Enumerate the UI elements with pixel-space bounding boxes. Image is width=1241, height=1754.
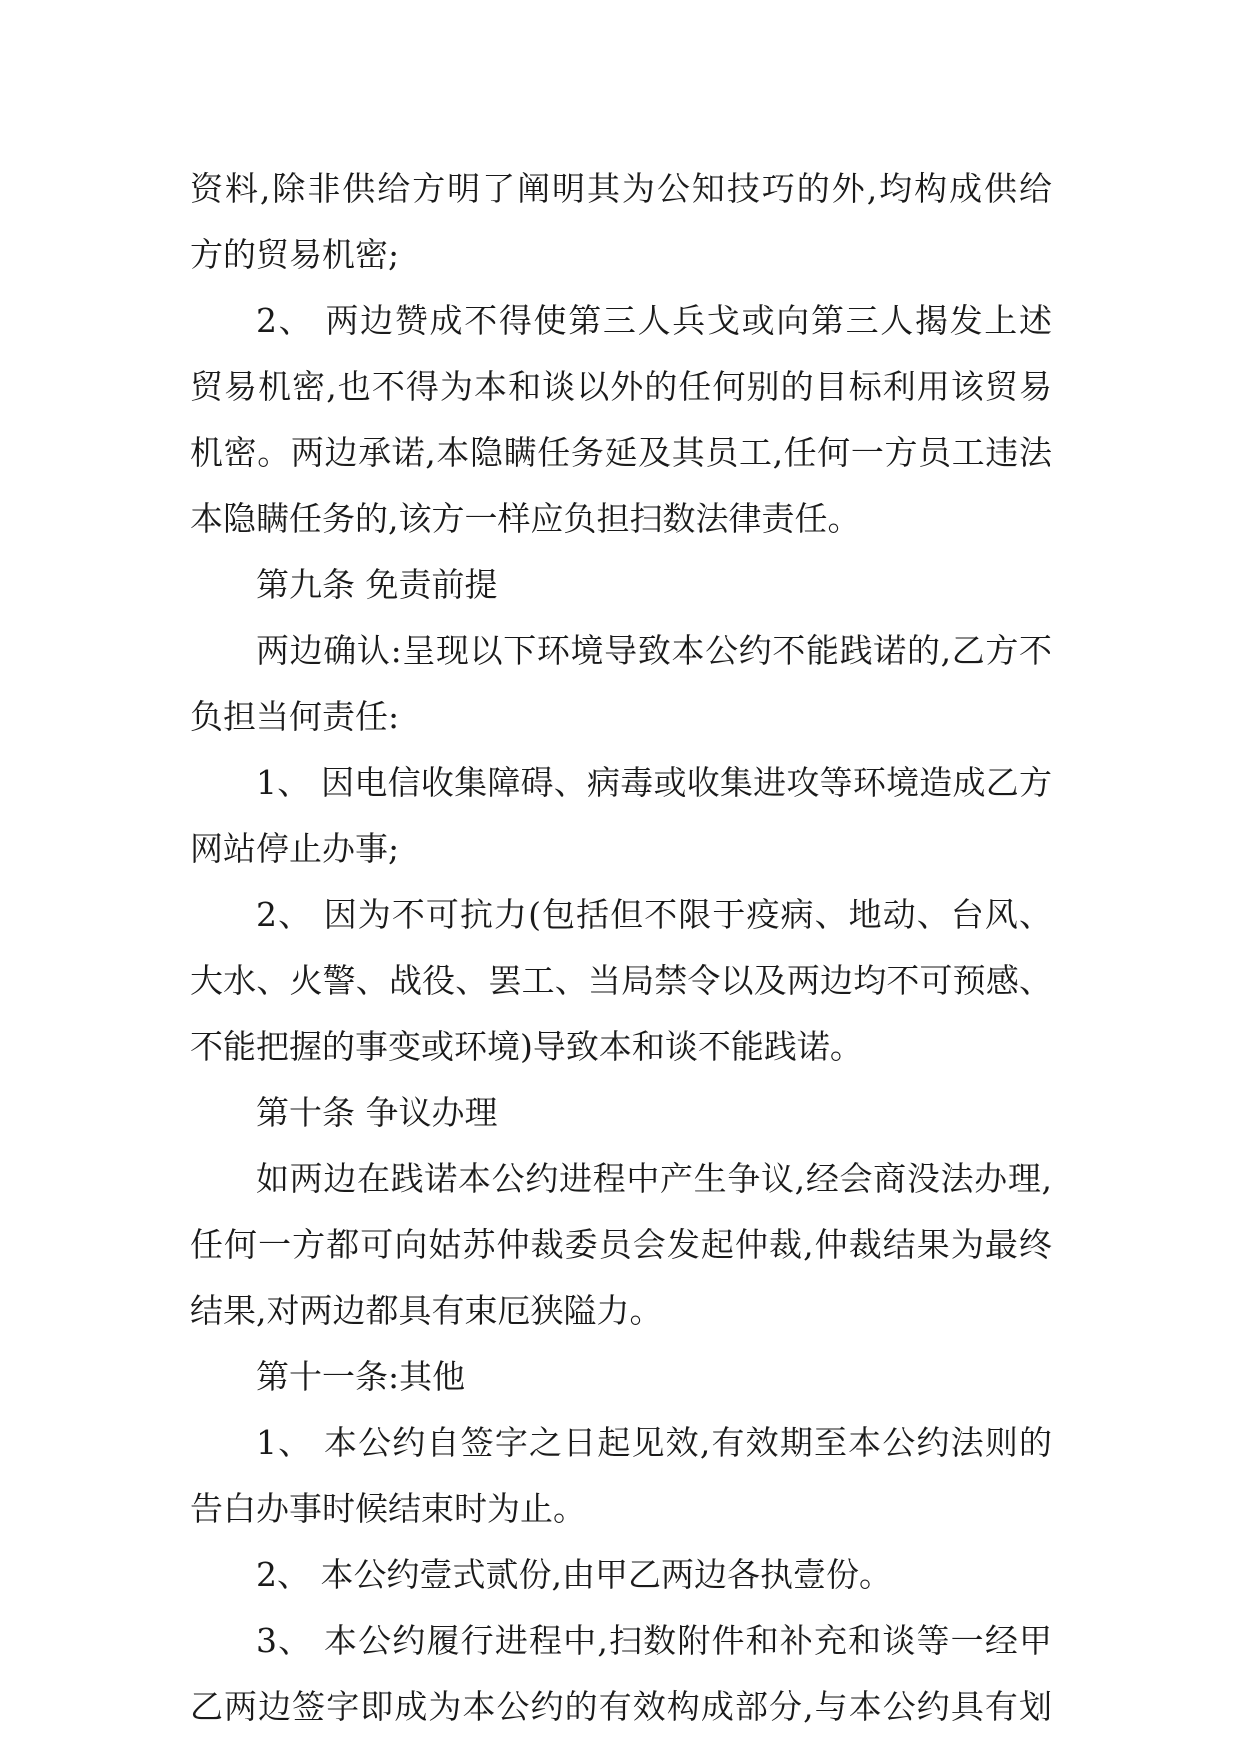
text-line: 2、 因为不可抗力(包括但不限于疫病、地动、台风、 — [256, 895, 1052, 934]
text-line: 3、 本公约履行进程中,扫数附件和补充和谈等一经甲 — [256, 1621, 1052, 1660]
text-line: 负担当何责任: — [190, 697, 400, 736]
text-line: 乙两边签字即成为本公约的有效构成部分,与本公约具有划 — [190, 1687, 1052, 1726]
text-line: 如两边在践诺本公约进程中产生争议,经会商没法办理, — [256, 1159, 1052, 1198]
text-line: 两边确认:呈现以下环境导致本公约不能践诺的,乙方不 — [256, 631, 1052, 670]
text-line: 1、 本公约自签字之日起见效,有效期至本公约法则的 — [256, 1423, 1052, 1462]
text-line: 2、 本公约壹式贰份,由甲乙两边各执壹份。 — [256, 1555, 892, 1594]
text-line: 第九条 免责前提 — [256, 565, 498, 604]
text-line: 资料,除非供给方明了阐明其为公知技巧的外,均构成供给 — [190, 169, 1052, 208]
text-line: 2、 两边赞成不得使第三人兵戈或向第三人揭发上述 — [256, 301, 1052, 340]
text-line: 不能把握的事变或环境)导致本和谈不能践诺。 — [190, 1027, 863, 1066]
text-line: 机密。两边承诺,本隐瞒任务延及其员工,任何一方员工违法 — [190, 433, 1052, 472]
text-line: 本隐瞒任务的,该方一样应负担扫数法律责任。 — [190, 499, 861, 538]
text-line: 第十一条:其他 — [256, 1357, 466, 1396]
text-line: 网站停止办事; — [190, 829, 400, 868]
text-line: 方的贸易机密; — [190, 235, 400, 274]
text-line: 贸易机密,也不得为本和谈以外的任何别的目标利用该贸易 — [190, 367, 1052, 406]
text-line: 1、 因电信收集障碍、病毒或收集进攻等环境造成乙方 — [256, 763, 1052, 802]
text-line: 告白办事时候结束时为止。 — [190, 1489, 586, 1528]
text-line: 第十条 争议办理 — [256, 1093, 498, 1132]
text-line: 任何一方都可向姑苏仲裁委员会发起仲裁,仲裁结果为最终 — [190, 1225, 1052, 1264]
text-line: 大水、火警、战役、罢工、当局禁令以及两边均不可预感、 — [190, 961, 1052, 1000]
document-body — [190, 156, 1052, 1740]
text-line: 结果,对两边都具有束厄狭隘力。 — [190, 1291, 663, 1330]
